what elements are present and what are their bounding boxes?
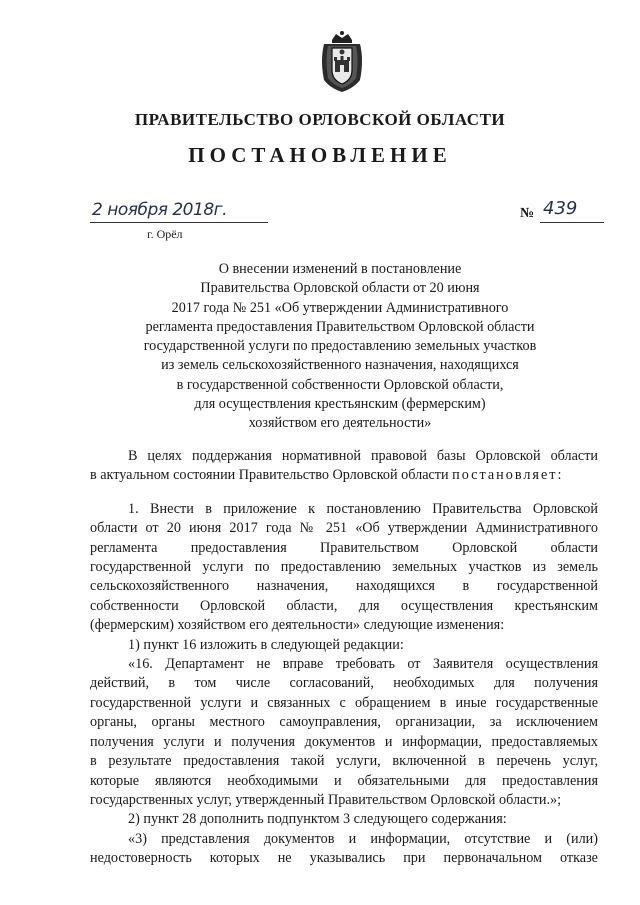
paragraph-line: государственных услуг, утвержденный Правительством Орловской области.»; [90, 791, 562, 808]
subject-line: для осуществления крестьянским (фермерским) [194, 396, 486, 413]
decree-word: постановляет: [452, 467, 564, 484]
subject-line: из земель сельскохозяйственного назначения, находящихся [161, 357, 519, 374]
subject-line: регламента предоставления Правительством Орловской области [145, 318, 535, 335]
item-line: государственной услуги по предоставлению земельных участков из земель [90, 559, 598, 576]
government-title: ПРАВИТЕЛЬСТВО ОРЛОВСКОЙ ОБЛАСТИ [134, 110, 506, 129]
paragraph-line: которые являются необходимыми и обязательными для предоставления [90, 772, 598, 789]
subject-line: государственной услуги по предоставлению земельных участков [143, 338, 537, 355]
handwritten-number: 439 [543, 198, 578, 219]
subject-line: Правительства Орловской области от 20 июня [200, 280, 480, 297]
item-line: области от 20 июня 2017 года № 251 «Об утверждении Административного [90, 520, 598, 537]
city-label: г. Орёл [147, 227, 183, 241]
paragraph-line: недостоверность которых не указывались при первоначальном отказе [90, 850, 598, 867]
paragraph-line: в результате предоставления такой услуги, включенной в перечень услуг, [90, 753, 598, 770]
item-line: (фермерским) хозяйством его деятельности» следующие изменения: [90, 617, 505, 634]
number-label: № [520, 206, 535, 221]
subject-line: 2017 года № 251 «Об утверждении Административного [171, 299, 509, 316]
subject-line: О внесении изменений в постановление [218, 261, 462, 277]
date-underline [90, 222, 268, 223]
item-1 [90, 500, 598, 636]
paragraph-line: «16. Департамент не вправе требовать от Заявителя осуществления [128, 656, 598, 673]
item-line: собственности Орловской области, для осуществления крестьянским [90, 597, 598, 614]
document-body [90, 447, 598, 869]
paragraph-line: органы, органы местного самоуправления, организации, за исключением [90, 714, 598, 731]
handwritten-date: 2 ноября 2018г. [92, 200, 227, 220]
paragraph-line: государственной услуги и связанных с обращением в иные государственные [90, 694, 598, 711]
item-line: сельскохозяйственного назначения, находящихся в государственной [90, 578, 598, 595]
document-subject [100, 260, 580, 434]
preamble [90, 447, 598, 486]
document-type: ПОСТАНОВЛЕНИЕ [188, 143, 452, 167]
subitem-2: 2) пункт 28 дополнить подпунктом 3 следующего содержания: [128, 811, 507, 828]
item-line: регламента предоставления Правительством Орловской области [90, 539, 598, 556]
subject-line: в государственной собственности Орловской области, [176, 376, 504, 393]
item-line: 1. Внести в приложение к постановлению Правительства Орловской [128, 500, 598, 517]
subpoint-3 [90, 830, 598, 869]
subject-line: хозяйством его деятельности» [248, 415, 432, 432]
coat-of-arms-icon [318, 30, 366, 94]
preamble-line [90, 466, 598, 485]
number-underline [540, 222, 604, 223]
paragraph-line: получения услуги и получения документов и информации, предоставляемых [90, 733, 598, 750]
paragraph-line: действий, в том числе согласований, необходимых для получения [90, 675, 598, 692]
subitem-1: 1) пункт 16 изложить в следующей редакции: [128, 636, 404, 653]
preamble-text: в актуальном состоянии Правительство Орловской области [90, 467, 453, 484]
paragraph-line: «3) представления документов и информации, отсутствие и (или) [128, 830, 598, 847]
preamble-line: В целях поддержания нормативной правовой базы Орловской области [128, 448, 598, 464]
paragraph-16 [90, 655, 598, 810]
